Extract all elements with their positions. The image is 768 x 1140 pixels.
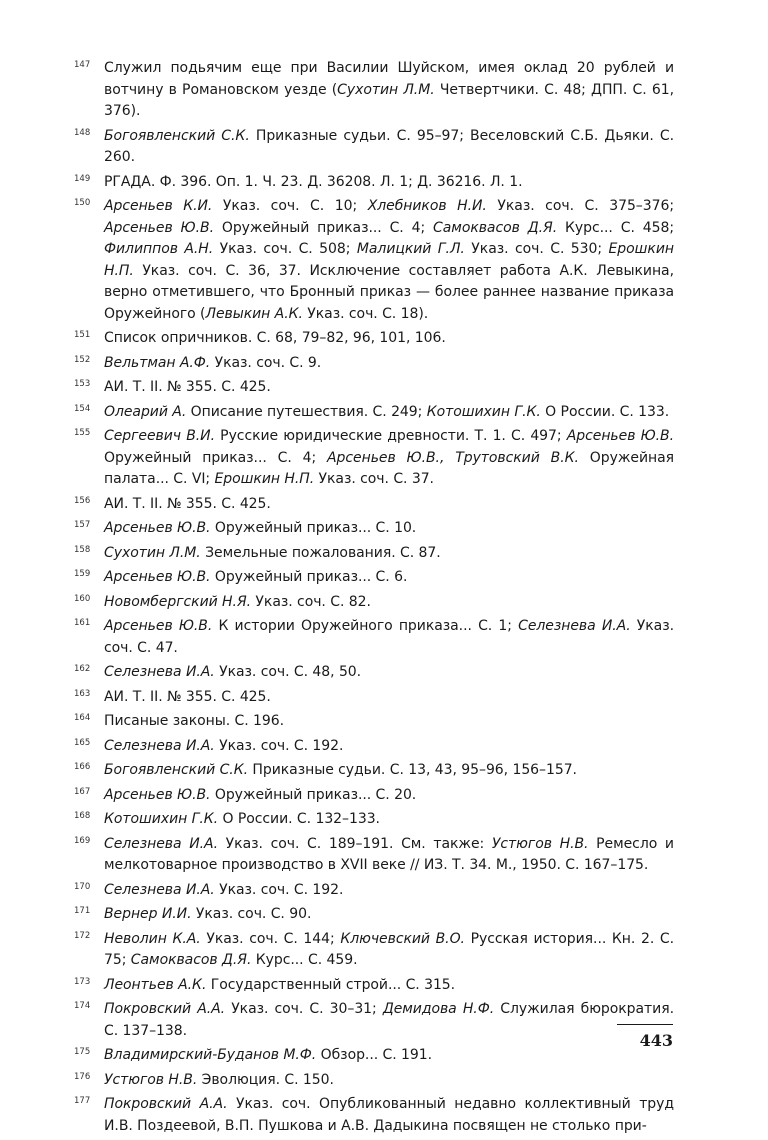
author-name: Филиппов А.Н. <box>104 241 214 257</box>
citation-text: Оружейная палата... С. VI; <box>104 449 674 487</box>
footnote-number: 158 <box>74 544 91 555</box>
citation-text: Указ. соч. С. 192. <box>214 881 344 898</box>
citation-text: Указ. соч. Опубликованный недавно коллективный труд И.В. Поздеевой, В.П. Пушкова и А.В. Дадыкина посвящен не столько при- <box>104 1096 675 1134</box>
page-footer <box>617 1024 673 1050</box>
author-name: Устюгов Н.В. <box>104 1071 198 1088</box>
footnote <box>74 426 674 491</box>
footnote-number: 160 <box>74 593 91 604</box>
citation-text: Оружейный приказ... С. 20. <box>210 786 417 803</box>
footnote-text <box>104 494 674 516</box>
footnote-text <box>104 567 674 589</box>
footnote-text <box>104 736 674 758</box>
footnote-text <box>104 1094 674 1137</box>
author-name: Сухотин Л.М. <box>104 544 201 561</box>
citation-text: Земельные пожалования. С. 87. <box>200 544 441 561</box>
footnote <box>74 834 674 877</box>
citation-text: Приказные судьи. С. 95–97; Веселовский С.Б. Дьяки. С. 260. <box>104 127 674 165</box>
footnote-text <box>104 402 674 424</box>
author-name: Селезнева И.А. <box>518 618 631 634</box>
footnote-number: 177 <box>74 1096 91 1106</box>
footnote <box>74 785 674 807</box>
footnote-text <box>104 377 674 399</box>
author-name: Богоявленский С.К. <box>104 127 250 144</box>
footnote-text <box>104 426 674 491</box>
footnote-text <box>104 592 674 614</box>
footnote-text <box>104 1045 674 1067</box>
footnote-text <box>104 929 674 972</box>
citation-text: Служилая бюрократия. С. 137–138. <box>104 1001 674 1039</box>
footnote <box>74 929 674 972</box>
footnote-number: 173 <box>74 976 91 987</box>
citation-text: Писаные законы. С. 196. <box>104 713 285 729</box>
footnote-number: 171 <box>74 906 91 916</box>
footnote-number: 164 <box>74 713 91 723</box>
footnotes-list <box>74 58 674 1140</box>
footnote-text <box>104 58 674 123</box>
citation-text: Указ. соч. С. 375–376; <box>486 198 674 214</box>
footnote-text <box>104 999 674 1042</box>
citation-text: Государственный строй... С. 315. <box>206 976 456 993</box>
citation-text: Указ. соч. С. 189–191. См. также: <box>217 835 492 852</box>
footnote <box>74 1094 674 1137</box>
author-name: Хлебников Н.И. <box>367 198 487 214</box>
footnote-number: 163 <box>74 688 91 699</box>
author-name: Котошихин Г.К. <box>104 811 219 827</box>
citation-text: Русские юридические древности. Т. 1. С. 497; <box>215 428 567 444</box>
author-name: Новомбергский Н.Я. <box>104 593 252 610</box>
footnote <box>74 543 674 565</box>
author-name: Арсеньев К.И. <box>104 198 213 214</box>
author-name: Вельтман А.Ф. <box>104 354 211 371</box>
citation-text: Указ. соч. С. 90. <box>191 906 312 922</box>
citation-text: Курс... С. 459. <box>251 952 358 968</box>
citation-text: Указ. соч. С. 9. <box>210 354 322 371</box>
footnote <box>74 904 674 926</box>
citation-text: Оружейный приказ... С. 10. <box>210 520 417 536</box>
footnote-text <box>104 662 674 684</box>
author-name: Покровский А.А. <box>104 1096 228 1112</box>
author-name: Арсеньев Ю.В., Трутовский В.К. <box>327 449 579 466</box>
citation-text: Курс... С. 458; <box>557 219 674 236</box>
footnote-text <box>104 809 674 831</box>
footnote-text <box>104 1070 674 1092</box>
footnote-text <box>104 711 674 733</box>
author-name: Леонтьев А.К. <box>104 976 207 993</box>
footnote <box>74 494 674 516</box>
footnote <box>74 880 674 902</box>
footnote <box>74 1070 674 1092</box>
author-name: Селезнева И.А. <box>104 664 215 680</box>
footnote <box>74 402 674 424</box>
author-name: Левыкин А.К. <box>205 305 303 322</box>
footnote-number: 148 <box>74 127 91 138</box>
footnote <box>74 760 674 782</box>
footnote <box>74 126 674 169</box>
citation-text: Ремесло и мелкотоварное производство в XVII веке // ИЗ. Т. 34. М., 1950. С. 167–175. <box>104 835 674 873</box>
footnote <box>74 999 674 1042</box>
author-name: Селезнева И.А. <box>104 737 215 754</box>
footnote <box>74 1045 674 1067</box>
footnote-text <box>104 518 674 540</box>
author-name: Самоквасов Д.Я. <box>130 952 252 968</box>
author-name: Арсеньев Ю.В. <box>104 219 214 236</box>
citation-text: Четвертчики. С. 48; ДПП. С. 61, 376). <box>104 81 674 119</box>
author-name: Владимирский-Буданов М.Ф. <box>104 1047 317 1063</box>
author-name: Самоквасов Д.Я. <box>433 219 558 236</box>
footnote-number: 166 <box>74 762 91 772</box>
author-name: Селезнева И.А. <box>104 881 215 898</box>
citation-text: Указ. соч. С. 10; <box>212 198 368 214</box>
footnote <box>74 736 674 758</box>
footnote-number: 175 <box>74 1047 91 1057</box>
footnote-number: 150 <box>74 198 91 208</box>
footnote-text <box>104 785 674 807</box>
author-name: Покровский А.А. <box>104 1001 226 1017</box>
citation-text: Обзор... С. 191. <box>316 1047 433 1063</box>
author-name: Сергеевич В.И. <box>104 428 215 444</box>
footnote-text <box>104 904 674 926</box>
author-name: Малицкий Г.Л. <box>356 241 465 257</box>
footnote-number: 155 <box>74 428 91 438</box>
citation-text: Указ. соч. С. 18). <box>302 305 429 322</box>
citation-text: Указ. соч. С. 30–31; <box>225 1001 383 1017</box>
footnote <box>74 687 674 709</box>
citation-text: Описание путешествия. С. 249; <box>186 403 427 420</box>
citation-text: Список опричников. С. 68, 79–82, 96, 101, 106. <box>104 330 446 346</box>
footnote-number: 170 <box>74 881 91 892</box>
footnote-number: 168 <box>74 811 91 821</box>
author-name: Ерошкин Н.П. <box>214 471 315 487</box>
footnote-number: 147 <box>74 60 91 70</box>
author-name: Арсеньев Ю.В. <box>104 520 211 536</box>
author-name: Котошихин Г.К. <box>426 403 541 420</box>
footnote-number: 161 <box>74 618 91 628</box>
citation-text: Указ. соч. С. 48, 50. <box>214 664 362 680</box>
citation-text: О России. С. 133. <box>540 403 670 420</box>
footnote <box>74 172 674 194</box>
footnote-number: 162 <box>74 664 91 674</box>
footnote-number: 149 <box>74 173 91 184</box>
footnote-number: 176 <box>74 1071 91 1082</box>
citation-text: Эволюция. С. 150. <box>197 1071 334 1088</box>
footnote-number: 157 <box>74 520 91 530</box>
citation-text: АИ. Т. II. № 355. С. 425. <box>104 495 271 512</box>
footnote-number: 156 <box>74 495 91 506</box>
page-number: 443 <box>639 1031 673 1050</box>
footnote <box>74 328 674 350</box>
citation-text: Указ. соч. С. 144; <box>200 930 341 947</box>
footnote-text <box>104 616 674 659</box>
footnote-text <box>104 126 674 169</box>
author-name: Арсеньев Ю.В. <box>104 786 211 803</box>
author-name: Ключевский В.О. <box>340 930 465 947</box>
footnote <box>74 662 674 684</box>
footnote-number: 169 <box>74 835 91 846</box>
citation-text: Указ. соч. С. 47. <box>104 618 674 656</box>
author-name: Вернер И.И. <box>104 906 192 922</box>
author-name: Устюгов Н.В. <box>491 835 589 852</box>
footnote-number: 174 <box>74 1001 91 1011</box>
citation-text: АИ. Т. II. № 355. С. 425. <box>104 379 271 395</box>
citation-text: Оружейный приказ... С. 4; <box>213 219 434 236</box>
citation-text: Оружейный приказ... С. 6. <box>210 569 408 585</box>
author-name: Арсеньев Ю.В. <box>566 428 674 444</box>
citation-text: АИ. Т. II. № 355. С. 425. <box>104 688 271 705</box>
citation-text: Указ. соч. С. 36, 37. Исключение составляет работа А.К. Левыкина, верно отметившего, что Бронный приказ — более раннее название приказа Оружейного ( <box>104 262 674 322</box>
footnote-text <box>104 172 674 194</box>
author-name: Неволин К.А. <box>104 930 201 947</box>
footnote-number: 167 <box>74 786 91 797</box>
author-name: Селезнева И.А. <box>104 835 218 852</box>
footnote-text <box>104 834 674 877</box>
citation-text: Указ. соч. С. 192. <box>214 737 344 754</box>
citation-text: Указ. соч. С. 508; <box>213 241 357 257</box>
footnote-number: 152 <box>74 354 91 365</box>
footnote <box>74 353 674 375</box>
citation-text: Оружейный приказ... С. 4; <box>104 449 328 466</box>
footnote-number: 151 <box>74 330 91 340</box>
footnote <box>74 58 674 123</box>
footnote <box>74 592 674 614</box>
footnote <box>74 518 674 540</box>
author-name: Богоявленский С.К. <box>104 762 248 778</box>
author-name: Демидова Н.Ф. <box>382 1001 495 1017</box>
footnote-text <box>104 353 674 375</box>
footnote <box>74 196 674 325</box>
footnote-number: 153 <box>74 379 91 389</box>
footnote <box>74 809 674 831</box>
footnote-text <box>104 687 674 709</box>
footnote <box>74 567 674 589</box>
footnote <box>74 377 674 399</box>
footnote-text <box>104 760 674 782</box>
footnote-number: 172 <box>74 930 91 941</box>
citation-text: Приказные судьи. С. 13, 43, 95–96, 156–157. <box>248 762 577 778</box>
footnote-text <box>104 328 674 350</box>
footnote-number: 165 <box>74 737 91 748</box>
footnote <box>74 711 674 733</box>
footnote-text <box>104 196 674 325</box>
author-name: Арсеньев Ю.В. <box>104 618 213 634</box>
citation-text: РГАДА. Ф. 396. Оп. 1. Ч. 23. Д. 36208. Л. 1; Д. 36216. Л. 1. <box>104 173 523 190</box>
author-name: Олеарий А. <box>104 403 187 420</box>
citation-text: О России. С. 132–133. <box>218 811 380 827</box>
author-name: Арсеньев Ю.В. <box>104 569 211 585</box>
citation-text: Служил подьячим еще при Василии Шуйском, имея оклад 20 рублей и вотчину в Романовском уезде ( <box>104 60 674 98</box>
citation-text: Указ. соч. С. 82. <box>251 593 371 610</box>
author-name: Сухотин Л.М. <box>337 81 435 98</box>
citation-text: Русская история... Кн. 2. С. 75; <box>104 930 674 968</box>
author-name: Ерошкин Н.П. <box>104 241 674 279</box>
citation-text: Указ. соч. С. 530; <box>464 241 609 257</box>
footnote <box>74 975 674 997</box>
footnote <box>74 616 674 659</box>
citation-text: Указ. соч. С. 37. <box>314 471 434 487</box>
footnote-text <box>104 975 674 997</box>
footnote-number: 154 <box>74 403 91 414</box>
footnote-text <box>104 880 674 902</box>
footnote-number: 159 <box>74 569 91 579</box>
citation-text: К истории Оружейного приказа... С. 1; <box>212 618 519 634</box>
footnote-text <box>104 543 674 565</box>
